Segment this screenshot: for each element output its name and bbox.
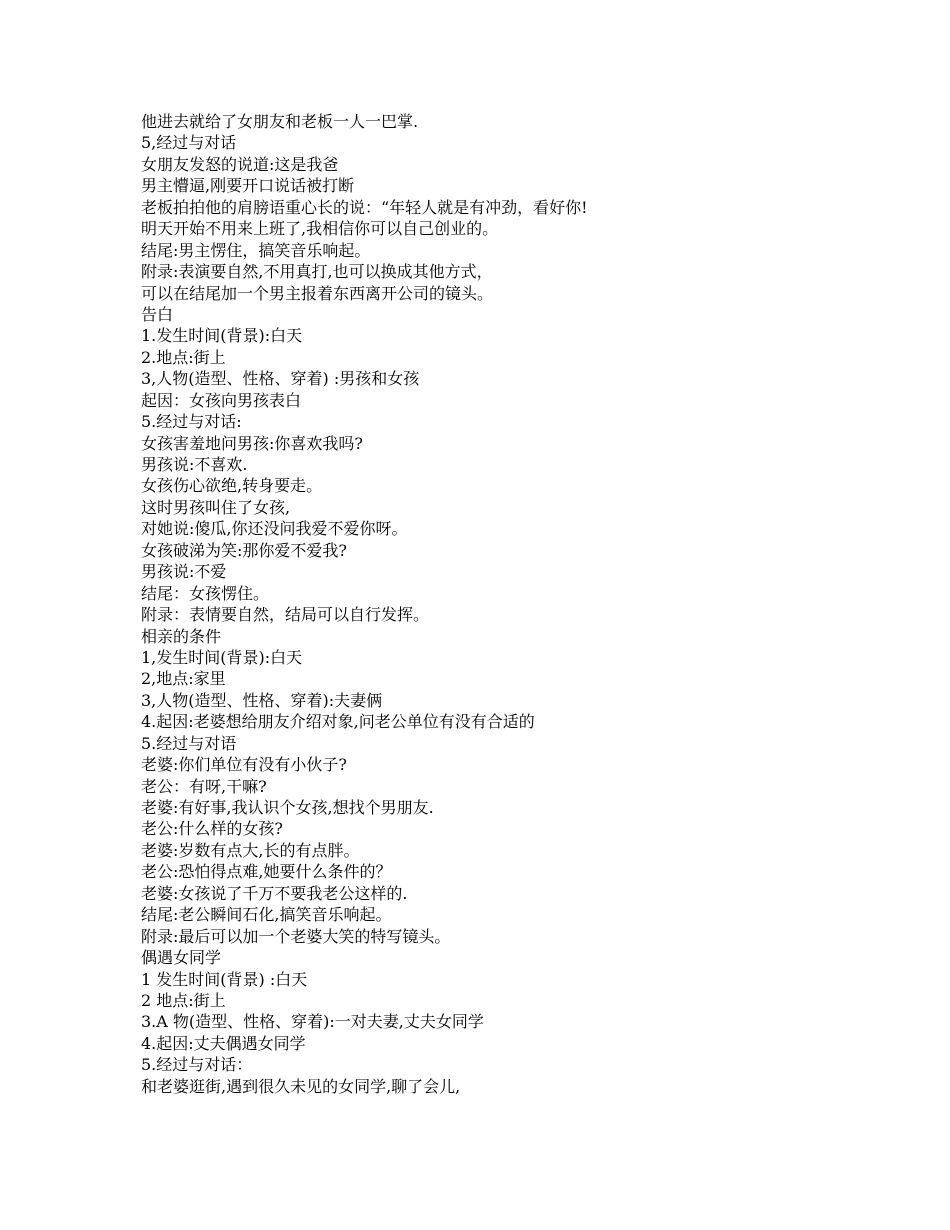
text-line: 5,经过与对话 xyxy=(141,133,237,153)
text-line: 4.起因:老婆想给朋友介绍对象,问老公单位有没有合适的 xyxy=(141,712,535,732)
text-line: 告白 xyxy=(141,304,174,324)
text-line: 结尾:男主愣住，搞笑音乐响起。 xyxy=(141,240,371,260)
text-line: 女孩伤心欲绝,转身要走。 xyxy=(141,476,323,496)
text-line: 女朋友发怒的说道:这是我爸 xyxy=(141,154,339,174)
text-line: 老婆:你们单位有没有小伙子? xyxy=(141,755,347,775)
text-line: 老婆:岁数有点大,长的有点胖。 xyxy=(141,840,360,860)
text-line: 老婆:有好事,我认识个女孩,想找个男朋友. xyxy=(141,798,434,817)
text-line: 男孩说:不爱 xyxy=(141,562,227,582)
text-line: 明天开始不用来上班了,我相信你可以自己创业的。 xyxy=(141,219,499,239)
text-line: 5.经过与对话: xyxy=(141,412,242,432)
text-line: 和老婆逛街,遇到很久未见的女同学,聊了会儿, xyxy=(141,1076,461,1096)
text-line: 对她说:傻瓜,你还没问我爱不爱你呀。 xyxy=(141,519,408,539)
text-line: 附录:表演要自然,不用真打,也可以换成其他方式， xyxy=(141,262,493,282)
text-line: 偶遇女同学 xyxy=(141,948,222,968)
text-line: 5.经过与对语 xyxy=(141,733,237,753)
text-line: 男主懵逼,刚要开口说话被打断 xyxy=(141,176,355,196)
text-line: 老板拍拍他的肩膀语重心长的说：“年轻人就是有冲劲，看好你! xyxy=(141,197,588,217)
text-line: 1,发生时间(背景):白天 xyxy=(141,647,303,667)
text-line: 女孩破涕为笑:那你爱不爱我? xyxy=(141,540,347,560)
text-line: 结尾:老公瞬间石化,搞笑音乐响起。 xyxy=(141,905,392,925)
text-line: 3,人物(造型、性格、穿着) :男孩和女孩 xyxy=(141,369,420,389)
text-line: 1 发生时间(背景) :白天 xyxy=(141,969,308,989)
text-line: 老公：有呀,干嘛? xyxy=(141,776,267,796)
text-line: 他进去就给了女朋友和老板一人一巴掌. xyxy=(141,112,419,131)
text-line: 1.发生时间(背景):白天 xyxy=(141,326,303,346)
text-line: 这时男孩叫住了女孩, xyxy=(141,497,291,517)
text-line: 5.经过与对话： xyxy=(141,1055,253,1075)
text-line: 老婆:女孩说了千万不要我老公这样的. xyxy=(141,883,408,903)
text-line: 起因：女孩向男孩表白 xyxy=(141,390,302,410)
text-line: 3,人物(造型、性格、穿着):夫妻俩 xyxy=(141,690,383,710)
text-line: 相亲的条件 xyxy=(141,626,222,646)
text-line: 结尾：女孩愣住。 xyxy=(141,583,270,603)
text-line: 男孩说:不喜欢. xyxy=(141,455,248,474)
text-line: 4.起因:丈夫偶遇女同学 xyxy=(141,1033,306,1053)
text-line: 2.地点:街上 xyxy=(141,347,226,367)
text-line: 附录:最后可以加一个老婆大笑的特写镜头。 xyxy=(141,926,451,946)
text-line: 3.A 物(造型、性格、穿着):一对夫妻,丈夫女同学 xyxy=(141,1012,484,1032)
text-line: 附录：表情要自然，结局可以自行发挥。 xyxy=(141,605,430,625)
text-line: 老公:恐怕得点难,她要什么条件的？ xyxy=(141,862,392,882)
document-body xyxy=(141,111,901,1097)
text-line: 2,地点:家里 xyxy=(141,669,226,689)
text-line: 老公:什么样的女孩? xyxy=(141,819,283,839)
text-line: 女孩害羞地问男孩:你喜欢我吗? xyxy=(141,433,363,453)
text-line: 2 地点:街上 xyxy=(141,990,226,1010)
text-line: 可以在结尾加一个男主报着东西离开公司的镜头。 xyxy=(141,283,494,303)
